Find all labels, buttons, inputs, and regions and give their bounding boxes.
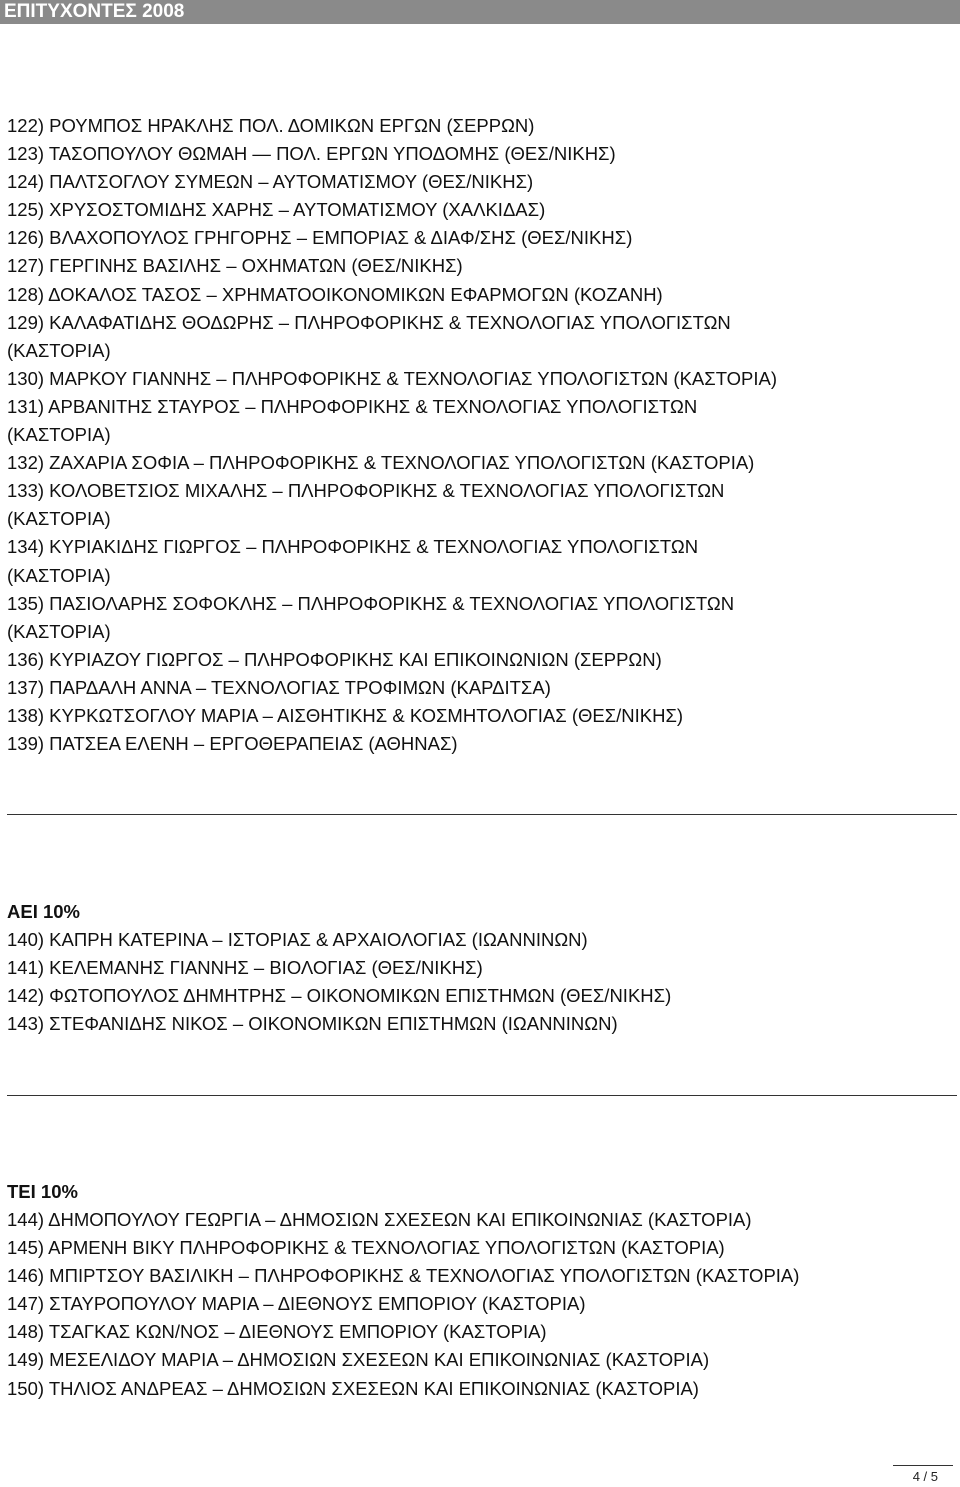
header-bar: [0, 0, 960, 24]
document-title: ΕΠΙΤΥΧΟΝΤΕΣ 2008: [4, 1, 185, 22]
list-item: 123) ΤΑΣΟΠΟΥΛΟΥ ΘΩΜΑΗ — ΠΟΛ. ΕΡΓΩΝ ΥΠΟΔΟΜΗΣ (ΘΕΣ/ΝΙΚΗΣ): [7, 143, 616, 165]
list-item: 141) ΚΕΛΕΜΑΝΗΣ ΓΙΑΝΝΗΣ – ΒΙΟΛΟΓΙΑΣ (ΘΕΣ/ΝΙΚΗΣ): [7, 957, 483, 979]
list-item: 135) ΠΑΣΙΟΛΑΡΗΣ ΣΟΦΟΚΛΗΣ – ΠΛΗΡΟΦΟΡΙΚΗΣ & ΤΕΧΝΟΛΟΓΙΑΣ ΥΠΟΛΟΓΙΣΤΩΝ: [7, 592, 735, 614]
list-item: 137) ΠΑΡΔΑΛΗ ΑΝΝΑ – ΤΕΧΝΟΛΟΓΙΑΣ ΤΡΟΦΙΜΩΝ (ΚΑΡΔΙΤΣΑ): [7, 676, 551, 698]
list-item: 147) ΣΤΑΥΡΟΠΟΥΛΟΥ ΜΑΡΙΑ – ΔΙΕΘΝΟΥΣ ΕΜΠΟΡΙΟΥ (ΚΑΣΤΟΡΙΑ): [7, 1293, 586, 1315]
list-item: 125) ΧΡΥΣΟΣΤΟΜΙΔΗΣ ΧΑΡΗΣ – ΑΥΤΟΜΑΤΙΣΜΟΥ (ΧΑΛΚΙΔΑΣ): [7, 199, 546, 221]
list-item: 128) ΔΟΚΑΛΟΣ ΤΑΣΟΣ – ΧΡΗΜΑΤΟΟΙΚΟΝΟΜΙΚΩΝ ΕΦΑΡΜΟΓΩΝ (ΚΟΖΑΝΗ): [7, 283, 663, 305]
section-heading-tei: ΤΕΙ 10%: [7, 1181, 78, 1202]
list-item: 149) ΜΕΣΕΛΙΔΟΥ ΜΑΡΙΑ – ΔΗΜΟΣΙΩΝ ΣΧΕΣΕΩΝ ΚΑΙ ΕΠΙΚΟΙΝΩΝΙΑΣ (ΚΑΣΤΟΡΙΑ): [7, 1349, 710, 1371]
list-item: 122) ΡΟΥΜΠΟΣ ΗΡΑΚΛΗΣ ΠΟΛ. ΔΟΜΙΚΩΝ ΕΡΓΩΝ (ΣΕΡΡΩΝ): [7, 115, 535, 136]
list-item-continuation: (ΚΑΣΤΟΡΙΑ): [7, 339, 111, 361]
list-item-continuation: (ΚΑΣΤΟΡΙΑ): [7, 620, 111, 642]
section-divider: [7, 814, 957, 815]
section-tei: [7, 1178, 957, 1403]
list-item: 144) ΔΗΜΟΠΟΥΛΟΥ ΓΕΩΡΓΙΑ – ΔΗΜΟΣΙΩΝ ΣΧΕΣΕΩΝ ΚΑΙ ΕΠΙΚΟΙΝΩΝΙΑΣ (ΚΑΣΤΟΡΙΑ): [7, 1209, 752, 1230]
section-heading-aei: ΑΕΙ 10%: [7, 901, 81, 922]
list-item: 124) ΠΑΛΤΣΟΓΛΟΥ ΣΥΜΕΩΝ – ΑΥΤΟΜΑΤΙΣΜΟΥ (ΘΕΣ/ΝΙΚΗΣ): [7, 171, 534, 193]
list-item: 143) ΣΤΕΦΑΝΙΔΗΣ ΝΙΚΟΣ – ΟΙΚΟΝΟΜΙΚΩΝ ΕΠΙΣΤΗΜΩΝ (ΙΩΑΝΝΙΝΩΝ): [7, 1013, 618, 1035]
section-list-main: [7, 112, 957, 758]
list-item: 148) ΤΣΑΓΚΑΣ ΚΩΝ/ΝΟΣ – ΔΙΕΘΝΟΥΣ ΕΜΠΟΡΙΟΥ (ΚΑΣΤΟΡΙΑ): [7, 1321, 547, 1343]
list-item: 130) ΜΑΡΚΟΥ ΓΙΑΝΝΗΣ – ΠΛΗΡΟΦΟΡΙΚΗΣ & ΤΕΧΝΟΛΟΓΙΑΣ ΥΠΟΛΟΓΙΣΤΩΝ (ΚΑΣΤΟΡΙΑ): [7, 367, 778, 389]
list-item-continuation: (ΚΑΣΤΟΡΙΑ): [7, 564, 111, 586]
list-item-continuation: (ΚΑΣΤΟΡΙΑ): [7, 508, 111, 530]
list-item: 138) ΚΥΡΚΩΤΣΟΓΛΟΥ ΜΑΡΙΑ – ΑΙΣΘΗΤΙΚΗΣ & ΚΟΣΜΗΤΟΛΟΓΙΑΣ (ΘΕΣ/ΝΙΚΗΣ): [7, 704, 684, 726]
list-item: 133) ΚΟΛΟΒΕΤΣΙΟΣ ΜΙΧΑΛΗΣ – ΠΛΗΡΟΦΟΡΙΚΗΣ & ΤΕΧΝΟΛΟΓΙΑΣ ΥΠΟΛΟΓΙΣΤΩΝ: [7, 480, 725, 502]
list-item: 132) ΖΑΧΑΡΙΑ ΣΟΦΙΑ – ΠΛΗΡΟΦΟΡΙΚΗΣ & ΤΕΧΝΟΛΟΓΙΑΣ ΥΠΟΛΟΓΙΣΤΩΝ (ΚΑΣΤΟΡΙΑ): [7, 452, 755, 474]
list-item: 142) ΦΩΤΟΠΟΥΛΟΣ ΔΗΜΗΤΡΗΣ – ΟΙΚΟΝΟΜΙΚΩΝ ΕΠΙΣΤΗΜΩΝ (ΘΕΣ/ΝΙΚΗΣ): [7, 985, 672, 1007]
list-item: 140) ΚΑΠΡΗ ΚΑΤΕΡΙΝΑ – ΙΣΤΟΡΙΑΣ & ΑΡΧΑΙΟΛΟΓΙΑΣ (ΙΩΑΝΝΙΝΩΝ): [7, 929, 588, 950]
page-number: 4 / 5: [912, 1469, 938, 1484]
list-item: 139) ΠΑΤΣΕΑ ΕΛΕΝΗ – ΕΡΓΟΘΕΡΑΠΕΙΑΣ (ΑΘΗΝΑΣ): [7, 733, 458, 755]
section-divider: [7, 1095, 957, 1096]
list-item: 127) ΓΕΡΓΙΝΗΣ ΒΑΣΙΛΗΣ – ΟΧΗΜΑΤΩΝ (ΘΕΣ/ΝΙΚΗΣ): [7, 255, 463, 277]
list-item: 145) ΑΡΜΕΝΗ ΒΙΚΥ ΠΛΗΡΟΦΟΡΙΚΗΣ & ΤΕΧΝΟΛΟΓΙΑΣ ΥΠΟΛΟΓΙΣΤΩΝ (ΚΑΣΤΟΡΙΑ): [7, 1237, 725, 1259]
list-item: 131) ΑΡΒΑΝΙΤΗΣ ΣΤΑΥΡΟΣ – ΠΛΗΡΟΦΟΡΙΚΗΣ & ΤΕΧΝΟΛΟΓΙΑΣ ΥΠΟΛΟΓΙΣΤΩΝ: [7, 395, 698, 417]
section-aei: [7, 898, 957, 1038]
list-item: 136) ΚΥΡΙΑΖΟΥ ΓΙΩΡΓΟΣ – ΠΛΗΡΟΦΟΡΙΚΗΣ ΚΑΙ ΕΠΙΚΟΙΝΩΝΙΩΝ (ΣΕΡΡΩΝ): [7, 648, 662, 670]
list-item: 146) ΜΠΙΡΤΣΟΥ ΒΑΣΙΛΙΚΗ – ΠΛΗΡΟΦΟΡΙΚΗΣ & ΤΕΧΝΟΛΟΓΙΑΣ ΥΠΟΛΟΓΙΣΤΩΝ (ΚΑΣΤΟΡΙΑ): [7, 1265, 800, 1287]
list-item: 134) ΚΥΡΙΑΚΙΔΗΣ ΓΙΩΡΓΟΣ – ΠΛΗΡΟΦΟΡΙΚΗΣ & ΤΕΧΝΟΛΟΓΙΑΣ ΥΠΟΛΟΓΙΣΤΩΝ: [7, 536, 699, 558]
footer-rule: [893, 1465, 953, 1466]
list-item-continuation: (ΚΑΣΤΟΡΙΑ): [7, 424, 111, 446]
list-item: 126) ΒΛΑΧΟΠΟΥΛΟΣ ΓΡΗΓΟΡΗΣ – ΕΜΠΟΡΙΑΣ & ΔΙΑΦ/ΣΗΣ (ΘΕΣ/ΝΙΚΗΣ): [7, 227, 633, 249]
list-item: 129) ΚΑΛΑΦΑΤΙΔΗΣ ΘΟΔΩΡΗΣ – ΠΛΗΡΟΦΟΡΙΚΗΣ & ΤΕΧΝΟΛΟΓΙΑΣ ΥΠΟΛΟΓΙΣΤΩΝ: [7, 311, 731, 333]
list-item: 150) ΤΗΛΙΟΣ ΑΝΔΡΕΑΣ – ΔΗΜΟΣΙΩΝ ΣΧΕΣΕΩΝ ΚΑΙ ΕΠΙΚΟΙΝΩΝΙΑΣ (ΚΑΣΤΟΡΙΑ): [7, 1377, 699, 1399]
